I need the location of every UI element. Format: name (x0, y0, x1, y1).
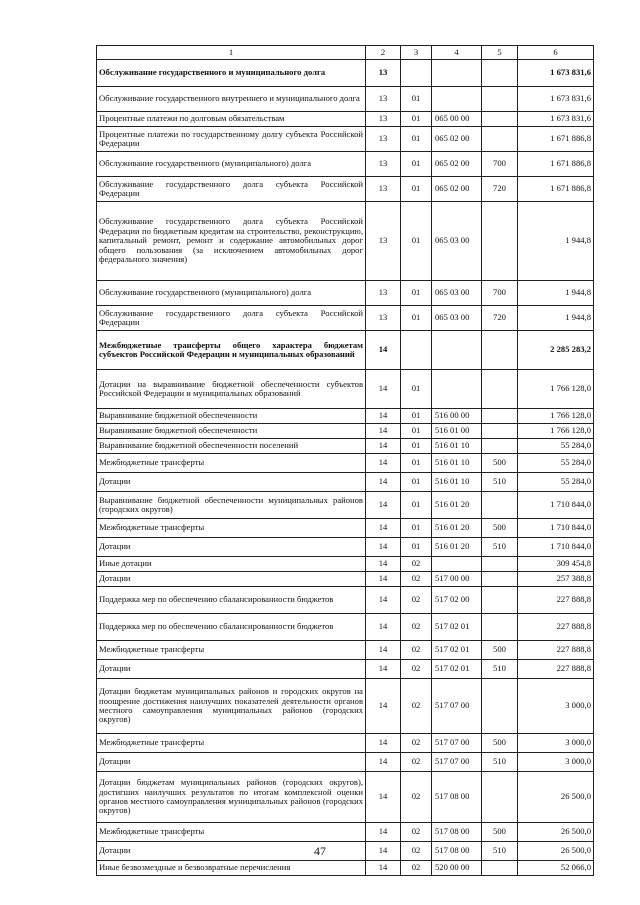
subsection-code: 01 (401, 112, 432, 127)
amount: 227 888,8 (518, 641, 594, 660)
row-label: Обслуживание государственного (муниципального) долга (97, 152, 366, 177)
subsection-code (401, 331, 432, 370)
subsection-code: 01 (401, 519, 432, 538)
amount: 26 500,0 (518, 772, 594, 823)
expense-type-code: 720 (482, 306, 518, 331)
row-label: Дотации (97, 538, 366, 557)
section-code: 14 (366, 473, 401, 492)
expense-type-code (482, 331, 518, 370)
table-row (97, 587, 594, 614)
section-code: 14 (366, 734, 401, 753)
row-label: Выравнивание бюджетной обеспеченности поселений (97, 439, 366, 454)
target-code: 516 01 00 (432, 424, 482, 439)
row-label: Межбюджетные трансферты (97, 823, 366, 842)
subsection-code: 01 (401, 87, 432, 112)
subsection-code: 01 (401, 177, 432, 202)
subsection-code: 01 (401, 306, 432, 331)
section-code: 14 (366, 454, 401, 473)
amount: 227 888,8 (518, 614, 594, 641)
target-code: 516 01 10 (432, 454, 482, 473)
subsection-code: 02 (401, 572, 432, 587)
table-row (97, 409, 594, 424)
section-code: 14 (366, 492, 401, 519)
section-code: 13 (366, 60, 401, 87)
amount: 2 285 283,2 (518, 331, 594, 370)
table-row (97, 772, 594, 823)
row-label: Иные дотации (97, 557, 366, 572)
row-label: Межбюджетные трансферты (97, 734, 366, 753)
expense-type-code (482, 557, 518, 572)
subsection-code: 01 (401, 202, 432, 281)
expense-type-code: 510 (482, 753, 518, 772)
row-label: Дотации (97, 753, 366, 772)
target-code: 517 07 00 (432, 679, 482, 734)
budget-table (96, 45, 594, 876)
subsection-code: 01 (401, 439, 432, 454)
subsection-code: 01 (401, 454, 432, 473)
subsection-code: 02 (401, 753, 432, 772)
target-code: 517 08 00 (432, 772, 482, 823)
section-code: 13 (366, 152, 401, 177)
table-row (97, 424, 594, 439)
section-code: 14 (366, 772, 401, 823)
amount: 52 066,0 (518, 861, 594, 876)
amount: 1 766 128,0 (518, 409, 594, 424)
amount: 1 673 831,6 (518, 112, 594, 127)
section-code: 14 (366, 409, 401, 424)
expense-type-code: 700 (482, 152, 518, 177)
table-row (97, 519, 594, 538)
amount: 227 888,8 (518, 660, 594, 679)
table-row (97, 660, 594, 679)
expense-type-code (482, 861, 518, 876)
target-code: 517 02 01 (432, 614, 482, 641)
section-code: 14 (366, 439, 401, 454)
target-code (432, 370, 482, 409)
subsection-code: 01 (401, 424, 432, 439)
amount: 227 888,8 (518, 587, 594, 614)
expense-type-code (482, 587, 518, 614)
expense-type-code: 510 (482, 473, 518, 492)
row-label: Дотации (97, 842, 366, 861)
expense-type-code (482, 370, 518, 409)
amount: 1 944,8 (518, 306, 594, 331)
subsection-code (401, 60, 432, 87)
amount: 26 500,0 (518, 823, 594, 842)
section-code: 14 (366, 823, 401, 842)
expense-type-code (482, 202, 518, 281)
row-label: Обслуживание государственного (муниципального) долга (97, 281, 366, 306)
target-code: 517 00 00 (432, 572, 482, 587)
section-code: 14 (366, 370, 401, 409)
expense-type-code (482, 772, 518, 823)
row-label: Выравнивание бюджетной обеспеченности (97, 409, 366, 424)
table-row (97, 557, 594, 572)
subsection-code: 01 (401, 492, 432, 519)
target-code: 065 02 00 (432, 177, 482, 202)
expense-type-code (482, 112, 518, 127)
amount: 1 944,8 (518, 202, 594, 281)
section-code: 14 (366, 572, 401, 587)
expense-type-code (482, 60, 518, 87)
section-code: 14 (366, 519, 401, 538)
amount: 26 500,0 (518, 842, 594, 861)
row-label: Дотации бюджетам муниципальных районов и городских округов на поощрение достижения наилучших показателей деятельности органов местного самоуправления муниципальных районов (городских округов) (97, 679, 366, 734)
amount: 1 673 831,6 (518, 87, 594, 112)
section-code: 14 (366, 331, 401, 370)
expense-type-code (482, 127, 518, 152)
section-code: 14 (366, 424, 401, 439)
row-label: Дотации (97, 572, 366, 587)
section-code: 14 (366, 641, 401, 660)
subsection-code: 01 (401, 538, 432, 557)
table-row (97, 87, 594, 112)
table-row (97, 331, 594, 370)
target-code: 517 08 00 (432, 842, 482, 861)
target-code: 520 00 00 (432, 861, 482, 876)
subsection-code: 01 (401, 127, 432, 152)
amount: 1 671 886,8 (518, 127, 594, 152)
row-label: Обслуживание государственного внутреннего и муниципального долга (97, 87, 366, 112)
subsection-code: 02 (401, 823, 432, 842)
table-row (97, 734, 594, 753)
amount: 1 710 844,0 (518, 519, 594, 538)
target-code: 516 01 20 (432, 492, 482, 519)
table-row (97, 152, 594, 177)
section-code: 14 (366, 557, 401, 572)
row-label: Выравнивание бюджетной обеспеченности (97, 424, 366, 439)
table-body (97, 60, 594, 876)
target-code: 065 03 00 (432, 202, 482, 281)
page-number: 47 (314, 844, 326, 858)
expense-type-code: 500 (482, 823, 518, 842)
row-label: Процентные платежи по долговым обязательствам (97, 112, 366, 127)
row-label: Поддержка мер по обеспечению сбалансированности бюджетов (97, 587, 366, 614)
column-header-1: 1 (97, 46, 366, 60)
row-label: Выравнивание бюджетной обеспеченности муниципальных районов (городских округов) (97, 492, 366, 519)
section-code: 14 (366, 538, 401, 557)
expense-type-code: 500 (482, 519, 518, 538)
column-header-3: 3 (401, 46, 432, 60)
table-row (97, 538, 594, 557)
section-code: 14 (366, 861, 401, 876)
section-code: 13 (366, 87, 401, 112)
target-code (432, 557, 482, 572)
row-label: Обслуживание государственного долга субъекта Российской Федерации (97, 177, 366, 202)
expense-type-code (482, 409, 518, 424)
amount: 1 673 831,6 (518, 60, 594, 87)
section-code: 13 (366, 306, 401, 331)
row-label: Дотации (97, 473, 366, 492)
subsection-code: 01 (401, 152, 432, 177)
subsection-code: 02 (401, 842, 432, 861)
target-code: 065 02 00 (432, 152, 482, 177)
amount: 55 284,0 (518, 454, 594, 473)
expense-type-code (482, 679, 518, 734)
column-header-4: 4 (432, 46, 482, 60)
amount: 3 000,0 (518, 679, 594, 734)
subsection-code: 02 (401, 557, 432, 572)
column-header-2: 2 (366, 46, 401, 60)
table-row (97, 492, 594, 519)
row-label: Обслуживание государственного и муниципального долга (97, 60, 366, 87)
amount: 55 284,0 (518, 439, 594, 454)
expense-type-code: 510 (482, 660, 518, 679)
section-code: 14 (366, 614, 401, 641)
table-row (97, 753, 594, 772)
target-code (432, 87, 482, 112)
subsection-code: 02 (401, 861, 432, 876)
expense-type-code: 700 (482, 281, 518, 306)
amount: 257 388,8 (518, 572, 594, 587)
row-label: Поддержка мер по обеспечению сбалансированности бюджетов (97, 614, 366, 641)
section-code: 14 (366, 842, 401, 861)
amount: 1 766 128,0 (518, 370, 594, 409)
header-row (97, 46, 594, 60)
table-row (97, 614, 594, 641)
expense-type-code (482, 439, 518, 454)
table-row (97, 177, 594, 202)
section-code: 13 (366, 127, 401, 152)
subsection-code: 02 (401, 734, 432, 753)
amount: 1 766 128,0 (518, 424, 594, 439)
table-row (97, 306, 594, 331)
target-code: 516 01 20 (432, 538, 482, 557)
section-code: 13 (366, 281, 401, 306)
expense-type-code: 720 (482, 177, 518, 202)
table-row (97, 572, 594, 587)
section-code: 13 (366, 177, 401, 202)
target-code: 517 07 00 (432, 753, 482, 772)
row-label: Межбюджетные трансферты (97, 641, 366, 660)
row-label: Межбюджетные трансферты (97, 454, 366, 473)
amount: 55 284,0 (518, 473, 594, 492)
column-header-5: 5 (482, 46, 518, 60)
target-code: 517 07 00 (432, 734, 482, 753)
subsection-code: 02 (401, 660, 432, 679)
row-label: Дотации (97, 660, 366, 679)
amount: 1 671 886,8 (518, 152, 594, 177)
subsection-code: 01 (401, 473, 432, 492)
target-code: 517 02 01 (432, 641, 482, 660)
subsection-code: 02 (401, 679, 432, 734)
section-code: 13 (366, 112, 401, 127)
section-code: 14 (366, 660, 401, 679)
target-code (432, 60, 482, 87)
table-row (97, 112, 594, 127)
subsection-code: 02 (401, 587, 432, 614)
amount: 3 000,0 (518, 734, 594, 753)
section-code: 14 (366, 679, 401, 734)
expense-type-code: 500 (482, 641, 518, 660)
amount: 309 454,8 (518, 557, 594, 572)
target-code: 517 02 01 (432, 660, 482, 679)
subsection-code: 02 (401, 614, 432, 641)
table-row (97, 202, 594, 281)
subsection-code: 02 (401, 772, 432, 823)
expense-type-code (482, 572, 518, 587)
table-row (97, 861, 594, 876)
target-code: 065 03 00 (432, 281, 482, 306)
subsection-code: 02 (401, 641, 432, 660)
expense-type-code: 510 (482, 538, 518, 557)
amount: 1 944,8 (518, 281, 594, 306)
amount: 3 000,0 (518, 753, 594, 772)
table-row (97, 370, 594, 409)
target-code: 517 08 00 (432, 823, 482, 842)
table-row (97, 281, 594, 306)
table-row (97, 641, 594, 660)
subsection-code: 01 (401, 409, 432, 424)
subsection-code: 01 (401, 281, 432, 306)
target-code: 517 02 00 (432, 587, 482, 614)
expense-type-code (482, 492, 518, 519)
table-row (97, 823, 594, 842)
row-label: Межбюджетные трансферты общего характера бюджетам субъектов Российской Федерации и муниципальных образований (97, 331, 366, 370)
target-code: 516 01 10 (432, 473, 482, 492)
row-label: Обслуживание государственного долга субъекта Российской Федерации по бюджетным кредитам на строительство, реконструкцию, капитальный ремонт, ремонт и содержание автомобильных дорог общего пользования (за исключением автомобильных дорог федерального значения) (97, 202, 366, 281)
row-label: Дотации на выравнивание бюджетной обеспеченности субъектов Российской Федерации и муниципальных образований (97, 370, 366, 409)
target-code: 065 02 00 (432, 127, 482, 152)
table-row (97, 473, 594, 492)
amount: 1 671 886,8 (518, 177, 594, 202)
expense-type-code (482, 614, 518, 641)
table-row (97, 679, 594, 734)
target-code: 065 03 00 (432, 306, 482, 331)
row-label: Дотации бюджетам муниципальных районов (городских округов), достигших наилучших результатов по итогам комплексной оценки органов местного самоуправления муниципальных районов (городских округов) (97, 772, 366, 823)
expense-type-code: 510 (482, 842, 518, 861)
subsection-code: 01 (401, 370, 432, 409)
target-code: 516 00 00 (432, 409, 482, 424)
section-code: 14 (366, 587, 401, 614)
row-label: Иные безвозмездные и безвозвратные перечисления (97, 861, 366, 876)
target-code: 516 01 10 (432, 439, 482, 454)
target-code (432, 331, 482, 370)
section-code: 13 (366, 202, 401, 281)
row-label: Межбюджетные трансферты (97, 519, 366, 538)
amount: 1 710 844,0 (518, 538, 594, 557)
table-row (97, 127, 594, 152)
table-row (97, 454, 594, 473)
expense-type-code: 500 (482, 734, 518, 753)
target-code: 516 01 20 (432, 519, 482, 538)
expense-type-code (482, 87, 518, 112)
expense-type-code: 500 (482, 454, 518, 473)
row-label: Процентные платежи по государственному долгу субъекта Российской Федерации (97, 127, 366, 152)
expense-type-code (482, 424, 518, 439)
row-label: Обслуживание государственного долга субъекта Российской Федерации (97, 306, 366, 331)
amount: 1 710 844,0 (518, 492, 594, 519)
target-code: 065 00 00 (432, 112, 482, 127)
section-code: 14 (366, 753, 401, 772)
column-header-6: 6 (518, 46, 594, 60)
table-row (97, 439, 594, 454)
table-row (97, 60, 594, 87)
